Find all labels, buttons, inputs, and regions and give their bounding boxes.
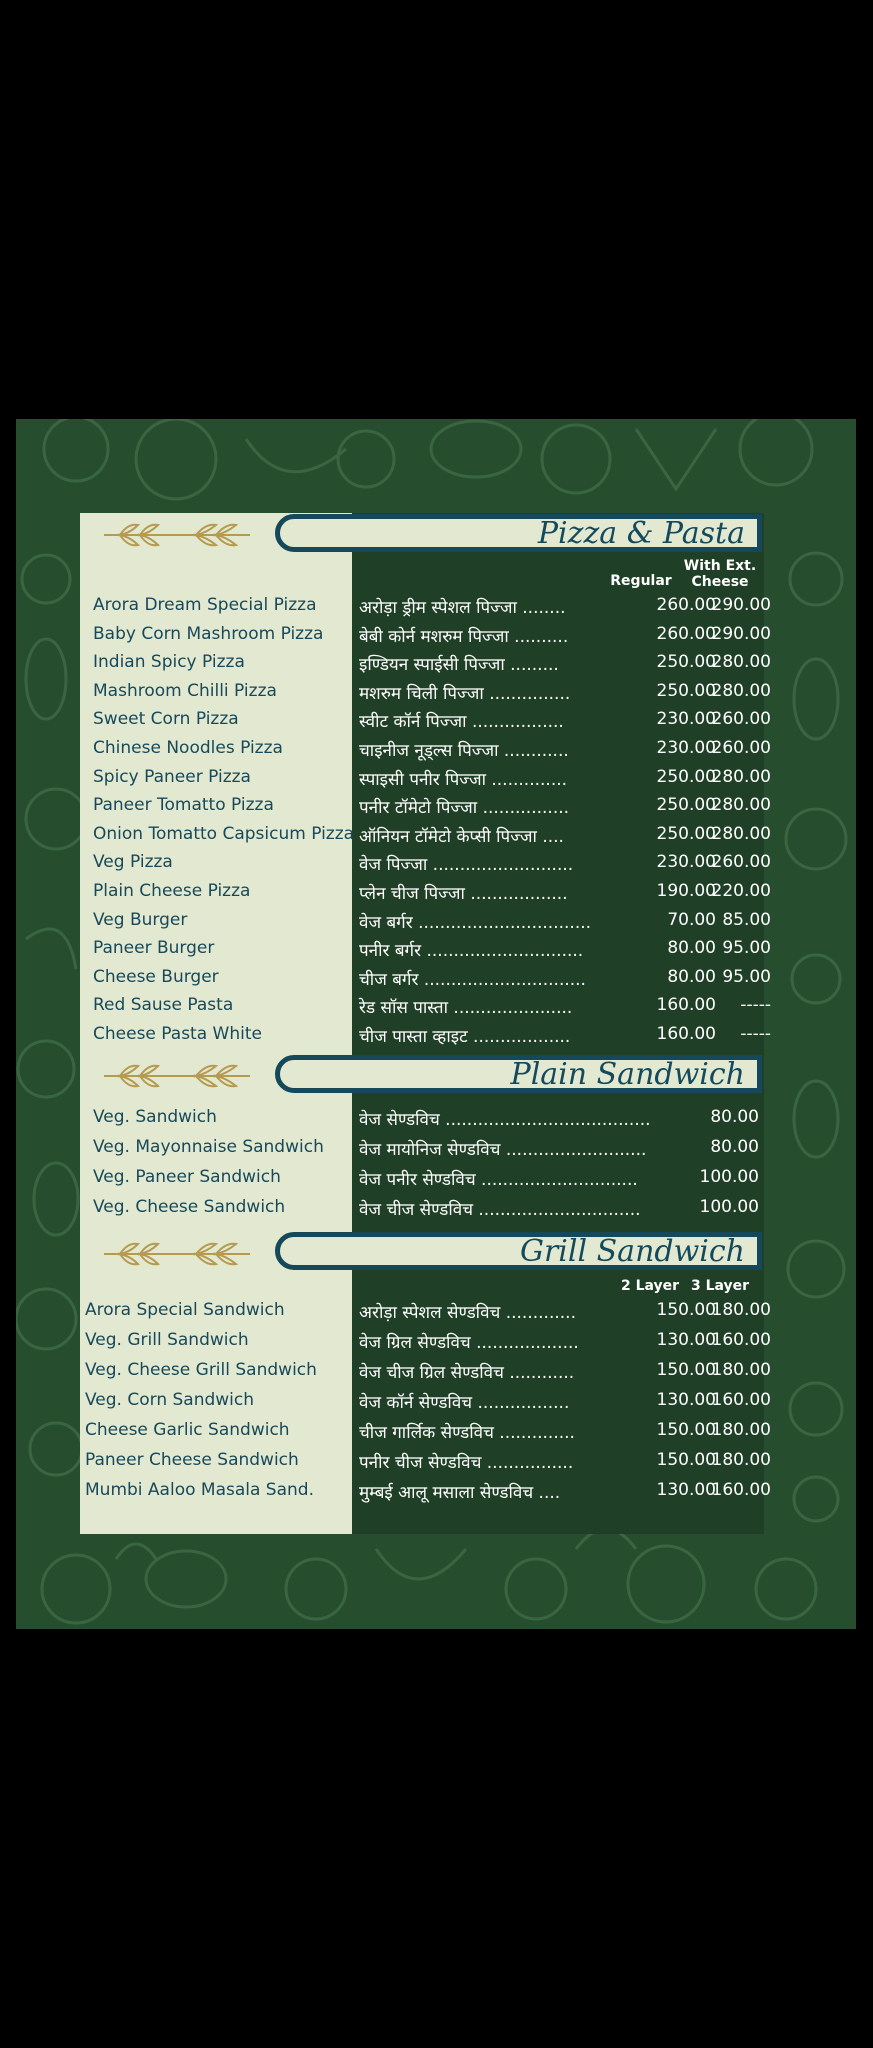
item-price-alt: 160.00: [711, 1390, 771, 1410]
item-name-hindi: वेज कॉर्न सेण्डविच .................: [359, 1393, 570, 1413]
item-name-english: Paneer Cheese Sandwich: [85, 1450, 299, 1470]
item-name-hindi: वेज बर्गर ................................: [359, 912, 592, 933]
item-name-hindi: चाइनीज नूड्ल्स पिज्जा ............: [359, 741, 569, 761]
item-price: 230.00: [656, 738, 716, 758]
item-price-alt: 260.00: [711, 709, 771, 730]
item-name-english: Veg Burger: [93, 909, 188, 930]
item-price-alt: 180.00: [711, 1450, 771, 1470]
item-price: 250.00: [656, 680, 716, 701]
item-price-alt: -----: [740, 995, 771, 1016]
item-price-alt: 280.00: [711, 766, 771, 787]
menu-item-row: [16, 1387, 856, 1415]
item-name-hindi: वेज मायोनिज सेण्डविच ..........................: [359, 1140, 647, 1160]
section-title: Grill Sandwich: [520, 1234, 745, 1269]
menu-item-row: [16, 706, 856, 734]
plain-sandwich-banner: [275, 1055, 762, 1093]
menu-card: [16, 419, 856, 1629]
item-name-hindi: वेज पनीर सेण्डविच .............................: [359, 1170, 638, 1190]
item-price-alt: 85.00: [722, 909, 771, 930]
item-name-hindi: रेड सॉस पास्ता ......................: [359, 998, 573, 1019]
item-name-hindi: पनीर चीज सेण्डविच ................: [359, 1453, 574, 1473]
item-name-english: Mumbi Aaloo Masala Sand.: [85, 1480, 314, 1500]
item-price: 130.00: [656, 1480, 716, 1500]
item-name-english: Paneer Tomatto Pizza: [93, 795, 274, 816]
grill-sandwich-banner: [275, 1232, 762, 1270]
item-name-hindi: इण्डियन स्पाईसी पिज्जा .........: [359, 655, 559, 676]
item-price: 260.00: [656, 623, 716, 644]
item-price-alt: 180.00: [711, 1420, 771, 1440]
menu-item-row: [16, 1417, 856, 1445]
item-price: 150.00: [656, 1420, 716, 1440]
item-name-english: Mashroom Chilli Pizza: [93, 680, 277, 701]
laurel-ornament-icon: [100, 1234, 254, 1274]
menu-item-row: [16, 907, 856, 935]
item-name-hindi: पनीर टॉमेटो पिज्जा ................: [359, 798, 570, 819]
item-name-english: Veg Pizza: [93, 852, 173, 873]
menu-item-row: [16, 992, 856, 1020]
item-name-english: Veg. Paneer Sandwich: [93, 1167, 281, 1187]
item-name-english: Veg. Mayonnaise Sandwich: [93, 1137, 324, 1157]
item-price: 80.00: [667, 966, 716, 987]
item-price: 250.00: [656, 795, 716, 816]
section-title: Plain Sandwich: [510, 1057, 745, 1092]
three-layer-column-header: 3 Layer: [690, 1278, 750, 1294]
item-name-english: Chinese Noodles Pizza: [93, 738, 283, 758]
item-name-hindi: वेज चीज सेण्डविच ..............................: [359, 1200, 641, 1220]
menu-item-row: [16, 1477, 856, 1505]
menu-item-row: [16, 1447, 856, 1475]
item-name-hindi: वेज ग्रिल सेण्डविच ...................: [359, 1333, 579, 1353]
item-name-hindi: ऑनियन टॉमेटो केप्सी पिज्जा ....: [359, 826, 564, 847]
item-price: 160.00: [656, 995, 716, 1016]
item-price: 190.00: [656, 881, 716, 901]
item-name-hindi: मुम्बई आलू मसाला सेण्डविच ....: [359, 1483, 561, 1503]
item-name-hindi: बेबी कोर्न मशरुम पिज्जा ..........: [359, 626, 569, 647]
item-price: 250.00: [656, 823, 716, 844]
item-name-hindi: स्वीट कॉर्न पिज्जा .................: [359, 712, 564, 733]
item-name-hindi: प्लेन चीज पिज्जा ..................: [359, 884, 568, 904]
item-price-alt: -----: [740, 1024, 771, 1044]
item-price-alt: 160.00: [711, 1330, 771, 1350]
menu-item-row: [16, 821, 856, 849]
item-name-english: Spicy Paneer Pizza: [93, 766, 251, 787]
menu-item-row: [16, 1164, 856, 1192]
item-name-hindi: चीज पास्ता व्हाइट ..................: [359, 1027, 571, 1047]
item-name-english: Veg. Sandwich: [93, 1107, 217, 1127]
item-price: 150.00: [656, 1450, 716, 1470]
extra-cheese-column-header-line1: With Ext.: [683, 558, 757, 574]
menu-item-row: [16, 621, 856, 649]
item-price: 80.00: [710, 1107, 759, 1127]
item-name-english: Sweet Corn Pizza: [93, 709, 239, 730]
menu-item-row: [16, 649, 856, 677]
item-price-alt: 180.00: [711, 1300, 771, 1320]
item-price-alt: 280.00: [711, 652, 771, 673]
item-name-hindi: चीज गार्लिक सेण्डविच ..............: [359, 1423, 575, 1443]
item-name-english: Veg. Corn Sandwich: [85, 1390, 255, 1410]
item-price-alt: 160.00: [711, 1480, 771, 1500]
menu-item-row: [16, 935, 856, 963]
item-price: 70.00: [667, 909, 716, 930]
item-name-english: Onion Tomatto Capsicum Pizza: [93, 823, 355, 844]
item-price-alt: 220.00: [711, 881, 771, 901]
item-name-hindi: मशरुम चिली पिज्जा ...............: [359, 683, 571, 704]
item-price: 80.00: [710, 1137, 759, 1157]
item-price: 250.00: [656, 652, 716, 673]
item-name-hindi: वेज पिज्जा ..........................: [359, 855, 574, 876]
item-name-english: Red Sause Pasta: [93, 995, 234, 1016]
item-name-english: Arora Dream Special Pizza: [93, 595, 317, 615]
item-price: 230.00: [656, 709, 716, 730]
item-name-english: Cheese Burger: [93, 966, 219, 987]
item-price-alt: 290.00: [711, 595, 771, 615]
menu-item-row: [16, 764, 856, 792]
item-name-english: Plain Cheese Pizza: [93, 881, 251, 901]
item-price-alt: 95.00: [722, 938, 771, 959]
item-price: 130.00: [656, 1330, 716, 1350]
menu-item-row: [16, 1104, 856, 1132]
item-name-english: Veg. Cheese Sandwich: [93, 1197, 286, 1217]
item-price: 150.00: [656, 1300, 716, 1320]
item-name-hindi: अरोड़ा ड्रीम स्पेशल पिज्जा ........: [359, 598, 566, 618]
item-price: 230.00: [656, 852, 716, 873]
section-title: Pizza & Pasta: [537, 516, 745, 551]
item-name-english: Indian Spicy Pizza: [93, 652, 245, 673]
item-name-english: Veg. Cheese Grill Sandwich: [85, 1360, 317, 1380]
two-layer-column-header: 2 Layer: [620, 1278, 680, 1294]
item-price-alt: 280.00: [711, 795, 771, 816]
menu-item-row: [16, 792, 856, 820]
menu-item-row: [16, 849, 856, 877]
menu-item-row: [16, 1194, 856, 1222]
menu-item-row: [16, 964, 856, 992]
laurel-ornament-icon: [100, 1056, 254, 1096]
menu-item-row: [16, 592, 856, 620]
item-name-english: Arora Special Sandwich: [85, 1300, 285, 1320]
item-price-alt: 180.00: [711, 1360, 771, 1380]
menu-item-row: [16, 878, 856, 906]
item-price-alt: 280.00: [711, 823, 771, 844]
extra-cheese-column-header-line2: Cheese: [691, 574, 749, 590]
menu-item-row: [16, 1297, 856, 1325]
menu-item-row: [16, 678, 856, 706]
item-name-english: Paneer Burger: [93, 938, 215, 959]
item-name-english: Veg. Grill Sandwich: [85, 1330, 249, 1350]
laurel-ornament-icon: [100, 515, 254, 555]
item-price-alt: 260.00: [711, 852, 771, 873]
item-price: 80.00: [667, 938, 716, 959]
item-price-alt: 290.00: [711, 623, 771, 644]
menu-item-row: [16, 735, 856, 763]
menu-item-row: [16, 1021, 856, 1049]
item-name-hindi: वेज चीज ग्रिल सेण्डविच ............: [359, 1363, 575, 1383]
item-price: 130.00: [656, 1390, 716, 1410]
item-price: 250.00: [656, 766, 716, 787]
item-price-alt: 95.00: [722, 966, 771, 987]
item-price-alt: 260.00: [711, 738, 771, 758]
item-price: 260.00: [656, 595, 716, 615]
item-price: 160.00: [656, 1024, 716, 1044]
item-price: 150.00: [656, 1360, 716, 1380]
item-name-english: Baby Corn Mashroom Pizza: [93, 623, 324, 644]
pizza-pasta-banner: [275, 514, 762, 552]
menu-item-row: [16, 1134, 856, 1162]
item-name-hindi: चीज बर्गर ..............................: [359, 969, 586, 990]
item-price-alt: 280.00: [711, 680, 771, 701]
item-name-hindi: स्पाइसी पनीर पिज्जा ..............: [359, 769, 568, 790]
item-name-english: Cheese Pasta White: [93, 1024, 262, 1044]
item-price: 100.00: [699, 1197, 759, 1217]
item-name-hindi: पनीर बर्गर .............................: [359, 941, 584, 962]
regular-column-header: Regular: [610, 573, 672, 589]
menu-item-row: [16, 1327, 856, 1355]
item-name-english: Cheese Garlic Sandwich: [85, 1420, 290, 1440]
menu-item-row: [16, 1357, 856, 1385]
item-name-hindi: वेज सेण्डविच ......................................: [359, 1110, 651, 1130]
item-price: 100.00: [699, 1167, 759, 1187]
item-name-hindi: अरोड़ा स्पेशल सेण्डविच .............: [359, 1303, 576, 1323]
